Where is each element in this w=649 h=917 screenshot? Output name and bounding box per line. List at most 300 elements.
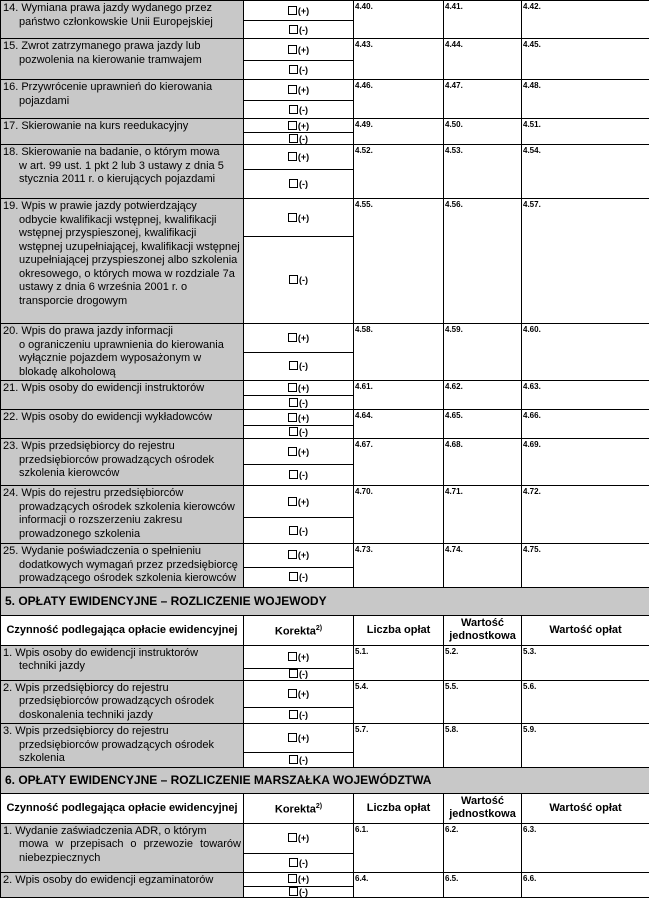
table-row: [1, 823, 649, 853]
checkbox-label: (-): [299, 572, 308, 583]
unit-value-field[interactable]: [444, 680, 522, 724]
correction-minus-cell: [244, 21, 354, 39]
table-row: [1, 680, 649, 707]
checkbox-label: (+): [297, 732, 310, 743]
field-number: 4.73.: [355, 545, 373, 554]
field-number: 6.4.: [355, 873, 369, 883]
checkbox-label: (+): [297, 651, 310, 662]
correction-plus-cell: [244, 872, 354, 886]
checkbox-minus[interactable]: [289, 887, 298, 896]
header-correction: Korekta$^{2)}$: [244, 793, 354, 823]
table-row: [1, 381, 649, 396]
field-number: 6.2.: [445, 824, 459, 834]
field-number: 4.48.: [523, 81, 541, 90]
total-value-field[interactable]: [522, 872, 649, 897]
section-5: [1, 587, 649, 645]
field-number: 6.6.: [523, 873, 537, 883]
checkbox-plus[interactable]: [288, 6, 297, 15]
table-row: [1, 80, 649, 101]
table-row: [1, 645, 649, 668]
correction-plus-option[interactable]: [288, 333, 309, 343]
checkbox-label: (+): [297, 412, 310, 423]
checkbox-plus[interactable]: [288, 874, 297, 883]
activity-title: 20. Wpis do prawa jazdy informacji: [3, 325, 173, 337]
checkbox-plus[interactable]: [288, 497, 297, 506]
checkbox-label: (-): [299, 179, 308, 189]
correction-minus-option[interactable]: [289, 669, 308, 679]
correction-plus-cell: [244, 119, 354, 133]
correction-minus-cell: [244, 668, 354, 680]
total-value-field[interactable]: [522, 544, 649, 588]
unit-value-field[interactable]: [444, 381, 522, 410]
activity-description: [1, 39, 244, 80]
checkbox-label: (-): [299, 24, 308, 35]
total-value-field[interactable]: [522, 145, 649, 199]
field-number: 4.41.: [445, 2, 463, 11]
correction-plus-option[interactable]: [288, 550, 309, 560]
fee-count-field[interactable]: [354, 80, 444, 119]
correction-minus-cell: [244, 426, 354, 439]
correction-plus-option[interactable]: [288, 652, 309, 662]
activity-title: 25. Wydanie poświadczenia o spełnieniu: [3, 545, 202, 557]
unit-value-field[interactable]: [444, 486, 522, 544]
correction-minus-option[interactable]: [289, 105, 308, 115]
correction-minus-option[interactable]: [289, 134, 308, 144]
activity-description: [1, 486, 244, 544]
activity-description: [1, 80, 244, 119]
fee-count-field[interactable]: [354, 324, 444, 381]
activity-detail: o ograniczeniu uprawnienia do kierowania wyłącznie pojazdem wyposażonym w blokadę alkoholową: [19, 338, 224, 378]
table-row: [1, 410, 649, 426]
checkbox-minus[interactable]: [289, 275, 298, 284]
header-total-value: Wartość opłat: [522, 793, 649, 823]
field-number: 4.67.: [355, 440, 373, 449]
correction-minus-option[interactable]: [289, 179, 308, 189]
checkbox-label: (-): [299, 275, 308, 285]
section-6-header-row: [1, 793, 649, 823]
field-number: 5.9.: [523, 725, 537, 734]
activity-title: 1. Wydanie zaświadczenia ADR, o którym: [3, 824, 207, 837]
fee-count-field[interactable]: [354, 439, 444, 486]
field-number: 4.58.: [355, 325, 373, 334]
table-row: [1, 872, 649, 886]
fee-count-field[interactable]: [354, 145, 444, 199]
section-6: [1, 767, 649, 823]
unit-value-field[interactable]: [444, 119, 522, 145]
correction-plus-cell: [244, 1, 354, 21]
activity-title: 18. Skierowanie na badanie, o którym mowa: [3, 146, 220, 158]
checkbox-plus[interactable]: [288, 121, 297, 130]
header-unit-value: Wartość jednostkowa: [444, 793, 522, 823]
checkbox-plus[interactable]: [288, 213, 297, 222]
checkbox-plus[interactable]: [288, 413, 297, 422]
checkbox-label: (+): [297, 833, 310, 843]
checkbox-label: (-): [299, 470, 308, 480]
correction-plus-cell: [244, 439, 354, 465]
correction-minus-option[interactable]: [289, 572, 308, 582]
checkbox-minus[interactable]: [289, 470, 298, 479]
checkbox-minus[interactable]: [289, 361, 298, 370]
correction-minus-option[interactable]: [289, 887, 308, 897]
fee-count-field[interactable]: [354, 724, 444, 768]
unit-value-field[interactable]: [444, 145, 522, 199]
field-number: 4.59.: [445, 325, 463, 334]
correction-plus-option[interactable]: [288, 413, 309, 423]
fee-count-field[interactable]: [354, 199, 444, 324]
checkbox-label: (-): [299, 710, 308, 721]
header-activity: Czynność podlegająca opłacie ewidencyjnej: [1, 793, 244, 823]
activity-detail: techniki jazdy: [19, 660, 86, 672]
checkbox-label: (-): [299, 133, 308, 144]
checkbox-minus[interactable]: [289, 105, 298, 114]
checkbox-plus[interactable]: [288, 45, 297, 54]
activity-title: 16. Przywrócenie uprawnień do kierowania: [3, 81, 213, 93]
checkbox-minus[interactable]: [289, 526, 298, 535]
checkbox-plus[interactable]: [288, 152, 297, 161]
correction-minus-cell: [244, 886, 354, 897]
total-value-field[interactable]: [522, 1, 649, 39]
correction-minus-option[interactable]: [289, 755, 308, 765]
fee-count-field[interactable]: [354, 645, 444, 680]
field-number: 4.71.: [445, 487, 463, 496]
correction-plus-option[interactable]: [288, 383, 309, 393]
correction-plus-cell: [244, 324, 354, 353]
correction-minus-cell: [244, 752, 354, 767]
fee-count-field[interactable]: [354, 872, 444, 897]
field-number: 5.8.: [445, 725, 459, 734]
activity-title: 17. Skierowanie na kurs reedukacyjny: [3, 120, 189, 132]
correction-plus-option[interactable]: [288, 152, 309, 162]
activity-description: [1, 645, 244, 680]
correction-minus-cell: [244, 237, 354, 324]
correction-plus-cell: [244, 724, 354, 753]
checkbox-plus[interactable]: [288, 85, 297, 94]
fee-count-field[interactable]: [354, 486, 444, 544]
header-fee-count: Liczba opłat: [354, 793, 444, 823]
correction-plus-option[interactable]: [288, 6, 309, 16]
unit-value-field[interactable]: [444, 39, 522, 80]
activity-description: [1, 199, 244, 324]
checkbox-label: (-): [299, 857, 308, 868]
activity-detail: przedsiębiorców prowadzących ośrodek doskonalenia techniki jazdy: [19, 695, 215, 721]
checkbox-label: (-): [299, 427, 308, 437]
field-number: 4.70.: [355, 487, 373, 496]
checkbox-label: (+): [297, 212, 310, 223]
section-6-title-row: [1, 767, 649, 793]
unit-value-field[interactable]: [444, 645, 522, 680]
fee-count-field[interactable]: [354, 39, 444, 80]
checkbox-plus[interactable]: [288, 833, 297, 842]
fee-count-field[interactable]: [354, 119, 444, 145]
field-number: 4.40.: [355, 2, 373, 11]
field-number: 4.69.: [523, 440, 541, 449]
field-number: 4.68.: [445, 440, 463, 449]
field-number: 4.50.: [445, 120, 463, 129]
activity-detail: przedsiębiorców prowadzących ośrodek szkolenia kierowców: [19, 453, 215, 479]
correction-plus-option[interactable]: [288, 833, 309, 843]
checkbox-label: (+): [297, 332, 310, 343]
checkbox-label: (-): [299, 65, 308, 75]
correction-plus-option[interactable]: [288, 497, 309, 507]
checkbox-label: (+): [297, 120, 310, 131]
field-number: 4.55.: [355, 200, 373, 209]
checkbox-minus[interactable]: [289, 572, 298, 581]
checkbox-minus[interactable]: [289, 710, 298, 719]
activity-description: [1, 724, 244, 768]
total-value-field[interactable]: [522, 680, 649, 724]
checkbox-label: (-): [299, 525, 308, 536]
field-number: 4.61.: [355, 382, 373, 391]
unit-value-field[interactable]: [444, 324, 522, 381]
correction-plus-option[interactable]: [288, 874, 309, 884]
unit-value-field[interactable]: [444, 1, 522, 39]
activity-detail: odbycie kwalifikacji wstępnej, kwalifikacji wstępnej przyspieszonej, kwalifikacji wstępnej uzupełniającej, kwalifikacji wstępnej uzupełniającej przyspieszonej albo szkolenia okresowego, o których mowa w rozdziale 7a ustawy z dnia 6 września 2001 r. o transporcie drogowym: [19, 213, 240, 307]
activity-title: 24. Wpis do rejestru przedsiębiorców: [3, 487, 184, 499]
section-6-rows: [1, 823, 649, 897]
field-number: 4.57.: [523, 200, 541, 209]
activity-description: [1, 439, 244, 486]
checkbox-minus[interactable]: [289, 427, 298, 436]
correction-plus-option[interactable]: [288, 45, 309, 55]
header-correction: Korekta$^{2)}$: [244, 615, 354, 645]
correction-minus-option[interactable]: [289, 275, 308, 285]
correction-minus-option[interactable]: [289, 25, 308, 35]
correction-minus-cell: [244, 853, 354, 872]
checkbox-label: (+): [297, 152, 310, 162]
checkbox-plus[interactable]: [288, 733, 297, 742]
total-value-field[interactable]: [522, 39, 649, 80]
table-row: [1, 1, 649, 21]
checkbox-plus[interactable]: [288, 447, 297, 456]
activity-title: 1. Wpis osoby do ewidencji instruktorów: [3, 646, 199, 659]
header-activity: Czynność podlegająca opłacie ewidencyjnej: [1, 615, 244, 645]
activity-title: 22. Wpis osoby do ewidencji wykładowców: [3, 411, 213, 423]
checkbox-minus[interactable]: [289, 858, 298, 867]
fee-count-field[interactable]: [354, 544, 444, 588]
field-number: 4.75.: [523, 545, 541, 554]
total-value-field[interactable]: [522, 724, 649, 768]
activity-title: 21. Wpis osoby do ewidencji instruktorów: [3, 382, 205, 394]
activity-detail: przedsiębiorców prowadzących ośrodek szkolenia: [19, 738, 215, 764]
checkbox-label: (+): [297, 446, 310, 457]
field-number: 4.46.: [355, 81, 373, 90]
checkbox-plus[interactable]: [288, 689, 297, 698]
field-number: 4.62.: [445, 382, 463, 391]
table-row: [1, 199, 649, 237]
checkbox-label: (+): [297, 85, 310, 95]
activity-title: 2. Wpis osoby do ewidencji egzaminatorów: [3, 873, 214, 886]
checkbox-minus[interactable]: [289, 25, 298, 34]
checkbox-label: (-): [299, 361, 308, 372]
correction-minus-cell: [244, 133, 354, 145]
correction-minus-cell: [244, 707, 354, 723]
total-value-field[interactable]: [522, 119, 649, 145]
fee-count-field[interactable]: [354, 1, 444, 39]
correction-plus-cell: [244, 381, 354, 396]
field-number: 5.3.: [523, 646, 537, 656]
checkbox-minus[interactable]: [289, 398, 298, 407]
header-unit-value: Wartość jednostkowa: [444, 615, 522, 645]
unit-value-field[interactable]: [444, 724, 522, 768]
field-number: 4.63.: [523, 382, 541, 391]
section-title: 5. OPŁATY EWIDENCYJNE – ROZLICZENIE WOJEWODY: [1, 587, 649, 615]
checkbox-plus[interactable]: [288, 383, 297, 392]
correction-minus-option[interactable]: [289, 470, 308, 480]
activity-description: [1, 544, 244, 588]
activity-title: 14. Wymiana prawa jazdy wydanego przez: [3, 2, 213, 14]
field-number: 4.54.: [523, 146, 541, 155]
correction-minus-cell: [244, 465, 354, 486]
table-row: [1, 724, 649, 753]
field-number: 4.51.: [523, 120, 541, 129]
checkbox-label: (+): [297, 5, 310, 16]
correction-plus-cell: [244, 145, 354, 170]
checkbox-label: (-): [299, 397, 308, 408]
correction-minus-option[interactable]: [289, 361, 308, 371]
total-value-field[interactable]: [522, 823, 649, 872]
checkbox-label: (+): [297, 44, 310, 55]
field-number: 4.72.: [523, 487, 541, 496]
field-number: 4.53.: [445, 146, 463, 155]
unit-value-field[interactable]: [444, 544, 522, 588]
table-row: [1, 544, 649, 568]
field-number: 4.44.: [445, 40, 463, 49]
correction-minus-cell: [244, 518, 354, 544]
activity-description: [1, 381, 244, 410]
correction-plus-option[interactable]: [288, 689, 309, 699]
checkbox-minus[interactable]: [289, 179, 298, 188]
activity-detail: w art. 99 ust. 1 pkt 2 lub 3 ustawy z dnia 5 stycznia 2011 r. o kierujących pojazdami: [19, 159, 224, 185]
checkbox-label: (+): [297, 383, 310, 393]
activity-detail: prowadzących ośrodek szkolenia kierowców informacji o rozszerzeniu zakresu prowadzonego szkolenia: [19, 500, 235, 540]
correction-plus-cell: [244, 486, 354, 518]
field-number: 5.1.: [355, 646, 369, 656]
correction-plus-option[interactable]: [288, 121, 309, 131]
correction-minus-cell: [244, 170, 354, 199]
correction-plus-option[interactable]: [288, 447, 309, 457]
checkbox-minus[interactable]: [289, 65, 298, 74]
unit-value-field[interactable]: [444, 199, 522, 324]
correction-minus-option[interactable]: [289, 710, 308, 720]
checkbox-label: (+): [297, 688, 310, 699]
checkbox-label: (+): [297, 550, 310, 561]
checkbox-minus[interactable]: [289, 134, 298, 143]
activity-detail: mowa w przepisach o przewozie towarów niebezpiecznych: [19, 838, 241, 864]
activity-description: [1, 119, 244, 145]
correction-minus-cell: [244, 61, 354, 80]
field-number: 5.7.: [355, 725, 369, 734]
unit-value-field[interactable]: [444, 872, 522, 897]
correction-minus-cell: [244, 396, 354, 410]
correction-minus-cell: [244, 101, 354, 119]
checkbox-label: (-): [299, 886, 308, 897]
total-value-field[interactable]: [522, 324, 649, 381]
fee-count-field[interactable]: [354, 410, 444, 439]
field-number: 4.43.: [355, 40, 373, 49]
table-row: [1, 39, 649, 61]
field-number: 6.5.: [445, 873, 459, 883]
section-title: 6. OPŁATY EWIDENCYJNE – ROZLICZENIE MARSZAŁKA WOJEWÓDZTWA: [1, 767, 649, 793]
correction-minus-option[interactable]: [289, 526, 308, 536]
unit-value-field[interactable]: [444, 823, 522, 872]
checkbox-plus[interactable]: [288, 652, 297, 661]
total-value-field[interactable]: [522, 381, 649, 410]
checkbox-label: (+): [297, 496, 310, 507]
header-fee-count: Liczba opłat: [354, 615, 444, 645]
activity-description: [1, 872, 244, 897]
activity-title: 19. Wpis w prawie jazdy potwierdzający: [3, 200, 197, 212]
correction-minus-option[interactable]: [289, 858, 308, 868]
header-total-value: Wartość opłat: [522, 615, 649, 645]
checkbox-minus[interactable]: [289, 669, 298, 678]
correction-minus-cell: [244, 352, 354, 381]
fee-count-field[interactable]: [354, 680, 444, 724]
section-5-header-row: [1, 615, 649, 645]
table-row: [1, 119, 649, 133]
checkbox-plus[interactable]: [288, 333, 297, 342]
activity-description: [1, 1, 244, 39]
field-number: 6.3.: [523, 824, 537, 834]
field-number: 5.2.: [445, 646, 459, 656]
unit-value-field[interactable]: [444, 410, 522, 439]
total-value-field[interactable]: [522, 80, 649, 119]
correction-minus-option[interactable]: [289, 398, 308, 408]
unit-value-field[interactable]: [444, 80, 522, 119]
total-value-field[interactable]: [522, 199, 649, 324]
correction-plus-cell: [244, 645, 354, 668]
correction-plus-cell: [244, 410, 354, 426]
field-number: 5.6.: [523, 681, 537, 691]
correction-plus-option[interactable]: [288, 733, 309, 743]
correction-plus-option[interactable]: [288, 85, 309, 95]
correction-plus-cell: [244, 39, 354, 61]
field-number: 6.1.: [355, 824, 369, 834]
field-number: 4.52.: [355, 146, 373, 155]
activity-detail: dodatkowych wymagań przez przedsiębiorcę prowadzącego ośrodek szkolenia kierowców: [19, 558, 238, 584]
unit-value-field[interactable]: [444, 439, 522, 486]
activity-description: [1, 823, 244, 872]
activity-description: [1, 680, 244, 724]
activity-detail: pozwolenia na kierowanie tramwajem: [19, 53, 202, 66]
total-value-field[interactable]: [522, 645, 649, 680]
correction-plus-option[interactable]: [288, 213, 309, 223]
checkbox-minus[interactable]: [289, 755, 298, 764]
field-number: 4.64.: [355, 411, 373, 420]
field-number: 5.5.: [445, 681, 459, 691]
total-value-field[interactable]: [522, 486, 649, 544]
activity-title: 15. Zwrot zatrzymanego prawa jazdy lub: [3, 40, 201, 52]
checkbox-label: (-): [299, 104, 308, 115]
checkbox-label: (-): [299, 754, 308, 765]
correction-minus-cell: [244, 567, 354, 587]
activity-detail: pojazdami: [19, 94, 70, 107]
field-number: 4.45.: [523, 40, 541, 49]
total-value-field[interactable]: [522, 410, 649, 439]
field-number: 4.42.: [523, 2, 541, 11]
correction-minus-option[interactable]: [289, 65, 308, 75]
correction-plus-cell: [244, 823, 354, 853]
correction-minus-option[interactable]: [289, 427, 308, 437]
field-number: 4.49.: [355, 120, 373, 129]
activity-title: 23. Wpis przedsiębiorcy do rejestru: [3, 440, 175, 452]
section-5-title-row: [1, 587, 649, 615]
total-value-field[interactable]: [522, 439, 649, 486]
section-5-rows: [1, 645, 649, 767]
checkbox-plus[interactable]: [288, 550, 297, 559]
fee-count-field[interactable]: [354, 823, 444, 872]
fee-count-field[interactable]: [354, 381, 444, 410]
table-row: [1, 486, 649, 518]
